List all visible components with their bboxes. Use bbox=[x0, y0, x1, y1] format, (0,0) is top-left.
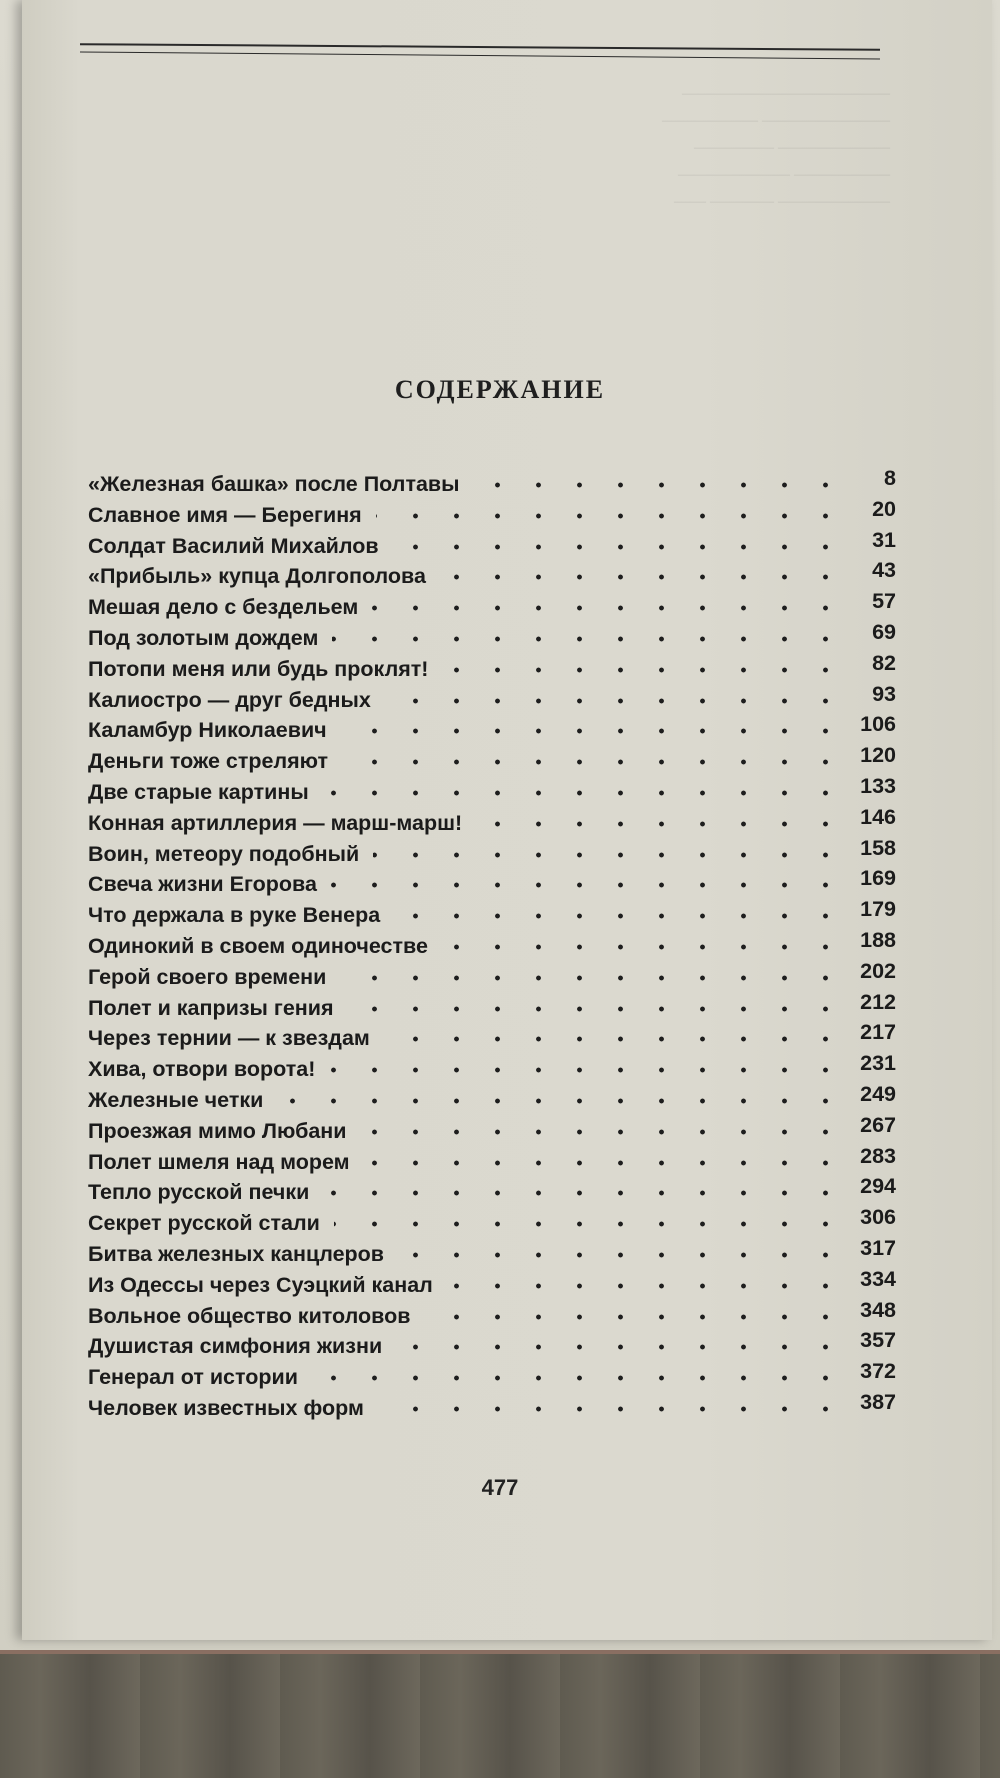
dot-leader bbox=[424, 1312, 846, 1322]
toc-entry bbox=[88, 989, 896, 1027]
toc-entry-title: Полет и капризы гения bbox=[88, 995, 334, 1020]
dot-leader bbox=[398, 1250, 846, 1260]
toc-entry-title: Две старые картины bbox=[88, 779, 309, 804]
toc-entry bbox=[88, 1112, 896, 1150]
show-through-text: ————————————— ———————— —————— ——————— ————— —————— ——————— ——————— ———— —— bbox=[662, 85, 890, 210]
toc-entry bbox=[88, 804, 896, 842]
table-of-contents bbox=[88, 466, 896, 1427]
toc-entry-page: 294 bbox=[860, 1174, 896, 1199]
toc-entry bbox=[88, 1359, 896, 1396]
toc-entry-title: Генерал от истории bbox=[88, 1365, 298, 1390]
toc-entry-page: 179 bbox=[860, 897, 896, 922]
dot-leader bbox=[341, 726, 846, 736]
dot-leader bbox=[394, 911, 846, 921]
toc-entry bbox=[88, 619, 896, 657]
toc-entry bbox=[88, 1389, 896, 1427]
dot-leader bbox=[474, 480, 846, 490]
toc-entry bbox=[88, 743, 896, 780]
toc-entry-title: Битва железных канцлеров bbox=[88, 1241, 385, 1266]
toc-entry-title: Калиостро — друг бедных bbox=[88, 687, 371, 712]
toc-entry bbox=[88, 1266, 896, 1304]
dot-leader bbox=[393, 542, 846, 552]
toc-entry-title: Воин, метеору подобный bbox=[88, 841, 360, 866]
toc-entry-page: 158 bbox=[860, 835, 896, 860]
toc-entry-title: Мешая дело с бездельем bbox=[88, 595, 359, 620]
dot-leader bbox=[376, 511, 846, 521]
toc-entry bbox=[88, 1174, 896, 1211]
toc-entry-page: 120 bbox=[860, 743, 896, 768]
toc-entry-page: 188 bbox=[860, 927, 896, 952]
toc-entry bbox=[88, 773, 896, 811]
toc-entry-page: 202 bbox=[860, 958, 896, 983]
toc-entry-page: 57 bbox=[872, 589, 896, 614]
toc-entry-title: Тепло русской печки bbox=[88, 1180, 310, 1205]
toc-entry bbox=[88, 866, 896, 903]
dot-leader bbox=[476, 819, 846, 829]
toc-entry-page: 231 bbox=[860, 1051, 896, 1076]
toc-entry bbox=[88, 835, 896, 873]
dot-leader bbox=[323, 1188, 846, 1198]
toc-entry-page: 283 bbox=[860, 1143, 896, 1168]
toc-entry bbox=[88, 927, 896, 965]
dot-leader bbox=[331, 880, 846, 890]
toc-entry-page: 82 bbox=[872, 650, 896, 675]
dot-leader bbox=[329, 1065, 846, 1075]
toc-entry-page: 93 bbox=[872, 681, 896, 706]
toc-entry-page: 31 bbox=[872, 527, 896, 552]
toc-entry-page: 133 bbox=[860, 773, 896, 798]
toc-entry-page: 146 bbox=[860, 804, 896, 829]
toc-entry bbox=[88, 650, 896, 688]
toc-entry-title: Потопи меня или будь проклят! bbox=[88, 656, 429, 681]
toc-entry-page: 217 bbox=[860, 1020, 896, 1045]
toc-entry-title: Хива, отвори ворота! bbox=[88, 1057, 316, 1082]
toc-entry bbox=[88, 527, 896, 565]
toc-entry-title: Одинокий в своем одиночестве bbox=[88, 933, 428, 958]
dot-leader bbox=[378, 1404, 846, 1414]
toc-entry-page: 69 bbox=[872, 619, 896, 644]
toc-entry-title: Вольное общество китоловов bbox=[88, 1303, 411, 1328]
toc-entry-page: 169 bbox=[860, 866, 896, 891]
toc-entry-title: Деньги тоже стреляют bbox=[88, 749, 329, 774]
dot-leader bbox=[396, 1342, 846, 1352]
dot-leader bbox=[361, 1127, 846, 1137]
page-title: СОДЕРЖАНИЕ bbox=[394, 375, 606, 404]
toc-entry bbox=[88, 589, 896, 626]
toc-entry-page: 20 bbox=[872, 496, 896, 521]
toc-entry-page: 317 bbox=[860, 1235, 896, 1260]
toc-entry-title: Свеча жизни Егорова bbox=[88, 872, 317, 897]
toc-entry bbox=[88, 1051, 896, 1088]
toc-entry-title: Герой своего времени bbox=[88, 964, 327, 989]
dot-leader bbox=[340, 973, 846, 983]
dot-leader bbox=[442, 942, 846, 952]
toc-entry-page: 334 bbox=[860, 1266, 896, 1291]
toc-entry bbox=[88, 1235, 896, 1273]
dot-leader bbox=[384, 1034, 846, 1044]
toc-entry bbox=[88, 1020, 896, 1057]
toc-entry bbox=[88, 681, 896, 719]
toc-entry bbox=[88, 1143, 896, 1181]
dot-leader bbox=[373, 850, 846, 860]
toc-entry-title: «Железная башка» после Полтавы bbox=[88, 472, 460, 496]
toc-entry-title: Через тернии — к звездам bbox=[88, 1026, 370, 1051]
toc-entry-page: 106 bbox=[860, 712, 896, 737]
toc-entry-title: Секрет русской стали bbox=[88, 1211, 320, 1236]
dot-leader bbox=[334, 1219, 846, 1229]
dot-leader bbox=[372, 603, 846, 613]
toc-entry-page: 306 bbox=[860, 1205, 896, 1230]
dot-leader bbox=[440, 572, 846, 582]
dot-leader bbox=[277, 1096, 846, 1106]
toc-entry-title: Проезжая мимо Любани bbox=[88, 1118, 347, 1143]
dot-leader bbox=[442, 665, 846, 675]
toc-entry-page: 357 bbox=[860, 1328, 896, 1353]
dot-leader bbox=[385, 696, 846, 706]
toc-entry bbox=[88, 558, 896, 595]
toc-entry-page: 8 bbox=[884, 466, 896, 490]
toc-entry-title: Под золотым дождем bbox=[88, 625, 319, 650]
toc-entry bbox=[88, 1205, 896, 1242]
toc-entry bbox=[88, 466, 896, 503]
dot-leader bbox=[323, 788, 846, 798]
toc-entry-page: 212 bbox=[860, 989, 896, 1014]
toc-entry-page: 387 bbox=[860, 1389, 896, 1414]
toc-entry-title: Каламбур Николаевич bbox=[88, 718, 327, 743]
toc-entry-page: 267 bbox=[860, 1112, 896, 1137]
dot-leader bbox=[447, 1281, 846, 1291]
toc-entry bbox=[88, 496, 896, 534]
toc-entry bbox=[88, 1297, 896, 1335]
dot-leader bbox=[342, 757, 846, 767]
toc-entry-page: 372 bbox=[860, 1359, 896, 1384]
toc-entry-title: Что держала в руке Венера bbox=[88, 903, 381, 928]
toc-entry-page: 43 bbox=[872, 558, 896, 583]
toc-entry-title: Железные четки bbox=[88, 1087, 264, 1112]
toc-entry-page: 348 bbox=[860, 1297, 896, 1322]
dot-leader bbox=[312, 1373, 846, 1383]
toc-entry-title: Человек известных форм bbox=[88, 1395, 364, 1420]
toc-entry-page: 249 bbox=[860, 1081, 896, 1106]
toc-entry-title: «Прибыль» купца Долгополова bbox=[88, 564, 426, 589]
toc-entry-title: Полет шмеля над морем bbox=[88, 1149, 350, 1174]
dot-leader bbox=[348, 1004, 846, 1014]
toc-entry bbox=[88, 958, 896, 996]
toc-entry-title: Солдат Василий Михайлов bbox=[88, 533, 379, 558]
toc-entry bbox=[88, 1328, 896, 1365]
page-number: 477 bbox=[481, 1475, 519, 1500]
toc-entry-title: Славное имя — Берегиня bbox=[88, 502, 362, 527]
toc-entry-title: Из Одессы через Суэцкий канал bbox=[88, 1272, 433, 1297]
toc-entry bbox=[88, 712, 896, 749]
toc-entry bbox=[88, 897, 896, 934]
toc-entry-title: Конная артиллерия — марш-марш! bbox=[88, 810, 463, 835]
toc-entry bbox=[88, 1081, 896, 1119]
dot-leader bbox=[332, 634, 846, 644]
dot-leader bbox=[364, 1158, 846, 1168]
toc-entry-title: Душистая симфония жизни bbox=[88, 1334, 383, 1359]
